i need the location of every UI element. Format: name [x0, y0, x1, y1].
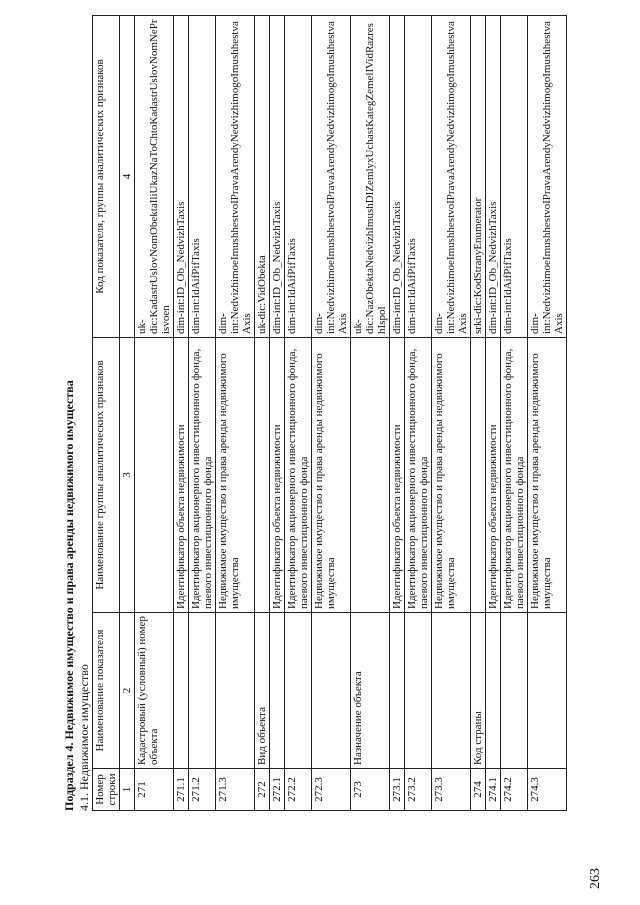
table-row: [189, 16, 216, 811]
group-name-cell: Идентификатор объекта недвижимости: [270, 338, 285, 613]
table-row: [312, 16, 351, 811]
code-cell: dim-int:ID_Ob_NedvizhTaxis: [270, 16, 285, 338]
group-name-cell: [255, 338, 270, 613]
table-row: [351, 16, 390, 811]
group-name-cell: Недвижимое имущество и права аренды недвижимого имущества: [312, 338, 351, 613]
header-code: Код показателя, группы аналитических признаков: [93, 16, 120, 338]
table-row: [528, 16, 567, 811]
group-name-cell: [351, 338, 390, 613]
row-number-cell: 272: [255, 769, 270, 811]
indicator-name-cell: [486, 613, 501, 769]
column-number: 1: [120, 769, 135, 811]
header-row-number: Номер строки: [93, 769, 120, 811]
group-name-cell: Идентификатор акционерного инвестиционного фонда, паевого инвестиционного фонда: [189, 338, 216, 613]
group-name-cell: Идентификатор акционерного инвестиционного фонда, паевого инвестиционного фонда: [405, 338, 432, 613]
row-number-cell: 274.1: [486, 769, 501, 811]
row-number-cell: 271.2: [189, 769, 216, 811]
indicator-name-cell: Вид объекта: [255, 613, 270, 769]
row-number-cell: 274: [471, 769, 486, 811]
row-number-cell: 273: [351, 769, 390, 811]
indicator-name-cell: [285, 613, 312, 769]
indicator-name-cell: [405, 613, 432, 769]
table-row: [471, 16, 486, 811]
row-number-cell: 272.1: [270, 769, 285, 811]
header-row: [93, 16, 120, 811]
section-heading: Подраздел 4. Недвижимое имущество и права аренды недвижимого имущества: [62, 380, 76, 811]
indicator-name-cell: [189, 613, 216, 769]
code-cell: uk-dic:NazObektaNedvizhImushDIZemlyxUchastKategZemelIVidRazreshIspol: [351, 16, 390, 338]
table-row: [432, 16, 471, 811]
header-group-name: Наименование группы аналитических признаков: [93, 338, 120, 613]
row-number-cell: 272.2: [285, 769, 312, 811]
row-number-cell: 273.2: [405, 769, 432, 811]
code-cell: uk-dic:KadastrUslovNomObektaIliUkazNaToChtoKadastrUslovNomNePrisvoen: [135, 16, 174, 338]
code-cell: dim-int:ID_Ob_NedvizhTaxis: [390, 16, 405, 338]
indicator-name-cell: [432, 613, 471, 769]
group-name-cell: Идентификатор объекта недвижимости: [486, 338, 501, 613]
code-cell: dim-int:ID_Ob_NedvizhTaxis: [486, 16, 501, 338]
indicator-name-cell: [501, 613, 528, 769]
page-number: 263: [588, 868, 603, 889]
code-cell: dim-int:NedvizhimoeImushhestvoIPravaArendyNedvizhimogoImushhestvaAxis: [312, 16, 351, 338]
row-number-cell: 273.1: [390, 769, 405, 811]
group-name-cell: Недвижимое имущество и права аренды недвижимого имущества: [216, 338, 255, 613]
code-cell: dim-int:ID_Ob_NedvizhTaxis: [174, 16, 189, 338]
indicator-name-cell: [216, 613, 255, 769]
code-cell: dim-int:IdAifPifTaxis: [189, 16, 216, 338]
group-name-cell: [135, 338, 174, 613]
table-row: [270, 16, 285, 811]
row-number-cell: 272.3: [312, 769, 351, 811]
column-number-row: [120, 16, 135, 811]
code-cell: srki-dic:KodStranyEnumerator: [471, 16, 486, 338]
code-cell: dim-int:IdAifPifTaxis: [405, 16, 432, 338]
table-body: [135, 16, 567, 811]
group-name-cell: Недвижимое имущество и права аренды недвижимого имущества: [432, 338, 471, 613]
code-cell: dim-int:NedvizhimoeImushhestvoIPravaArendyNedvizhimogoImushhestvaAxis: [216, 16, 255, 338]
indicator-name-cell: Код страны: [471, 613, 486, 769]
table-header: [93, 16, 135, 811]
code-cell: dim-int:NedvizhimoeImushhestvoIPravaArendyNedvizhimogoImushhestvaAxis: [432, 16, 471, 338]
group-name-cell: Идентификатор объекта недвижимости: [174, 338, 189, 613]
group-name-cell: [471, 338, 486, 613]
group-name-cell: Недвижимое имущество и права аренды недвижимого имущества: [528, 338, 567, 613]
row-number-cell: 274.2: [501, 769, 528, 811]
indicator-name-cell: [312, 613, 351, 769]
table-row: [216, 16, 255, 811]
code-cell: dim-int:IdAifPifTaxis: [285, 16, 312, 338]
table-row: [390, 16, 405, 811]
indicator-name-cell: [270, 613, 285, 769]
group-name-cell: Идентификатор объекта недвижимости: [390, 338, 405, 613]
code-cell: dim-int:IdAifPifTaxis: [501, 16, 528, 338]
row-number-cell: 271.1: [174, 769, 189, 811]
indicator-name-cell: Назначение объекта: [351, 613, 390, 769]
row-number-cell: 273.3: [432, 769, 471, 811]
table-row: [255, 16, 270, 811]
table-row: [285, 16, 312, 811]
table-row: [501, 16, 528, 811]
indicator-name-cell: [390, 613, 405, 769]
subsection-heading: 4.1. Недвижимое имущество: [77, 664, 91, 811]
table-row: [405, 16, 432, 811]
indicator-name-cell: Кадастровый (условный) номер объекта: [135, 613, 174, 769]
header-indicator-name: Наименование показателя: [93, 613, 120, 769]
group-name-cell: Идентификатор акционерного инвестиционного фонда, паевого инвестиционного фонда: [501, 338, 528, 613]
indicator-name-cell: [174, 613, 189, 769]
column-number: 3: [120, 338, 135, 613]
row-number-cell: 271.3: [216, 769, 255, 811]
column-number: 2: [120, 613, 135, 769]
code-cell: uk-dic:VidObekta: [255, 16, 270, 338]
table-row: [174, 16, 189, 811]
code-cell: dim-int:NedvizhimoeImushhestvoIPravaArendyNedvizhimogoImushhestvaAxis: [528, 16, 567, 338]
column-number: 4: [120, 16, 135, 338]
indicator-name-cell: [528, 613, 567, 769]
indicator-table: [92, 15, 567, 811]
table-row: [135, 16, 174, 811]
table-row: [486, 16, 501, 811]
row-number-cell: 274.3: [528, 769, 567, 811]
group-name-cell: Идентификатор акционерного инвестиционного фонда, паевого инвестиционного фонда: [285, 338, 312, 613]
row-number-cell: 271: [135, 769, 174, 811]
